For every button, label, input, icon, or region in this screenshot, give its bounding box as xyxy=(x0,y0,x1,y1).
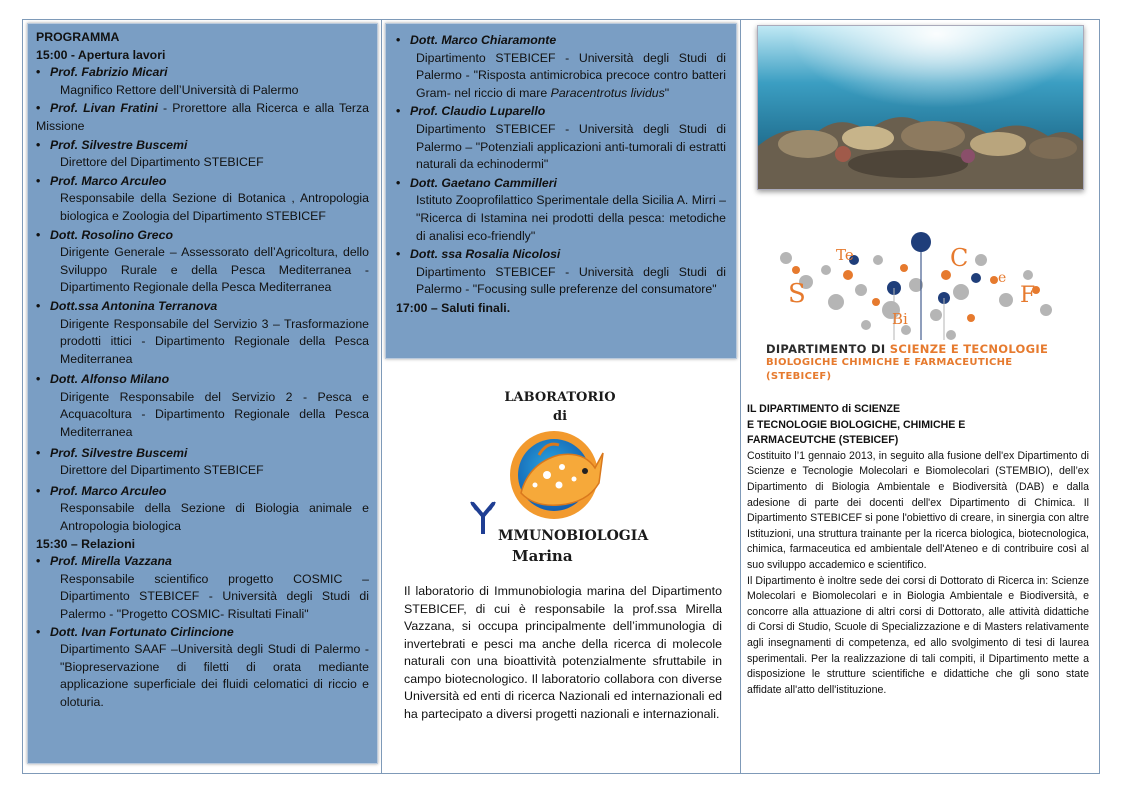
species-name: Paracentrotus lividus xyxy=(550,85,665,100)
department-para-1: Costituito l’1 gennaio 2013, in seguito alla fusione dell'ex Dipartimento di Scienze e Tecnologie Molecolari e Biomolecolari (STEMBIO), dell’ex Dipartimento di Biologia Ambientale e Biodiversità (DAB) e dalla adesione di parte dei docenti dell'ex Dipartimento di Chimica. Il Dipartimento STEBICEF si pone l'obiettivo di creare, in sinergia con altre Istituzioni, una struttura trainante per la ricerca biologica, biotecnologica, chimica, farmaceutica ed ambientale dell'Ateneo e di contribuire così al suo sviluppo accademico e scientifico. xyxy=(747,449,1089,571)
logo-letter-c: C xyxy=(950,244,969,272)
department-description xyxy=(747,402,1089,698)
speaker-name: Prof. Silvestre Buscemi xyxy=(50,445,188,460)
speaker-item: • Dott.ssa Antonina Terranova Dirigente Responsabile del Servizio 3 – Trasformazione prodotti ittici - Dipartimento Regionale della Pesca Mediterranea xyxy=(36,298,369,368)
speaker-item: • Prof. Claudio Luparello Dipartimento STEBICEF - Università degli Studi di Palermo – "Potenziali applicazioni anti-tumorali di estratti naturali da echinodermi" xyxy=(396,103,726,173)
speaker-item: • Prof. Fabrizio Micari Magnifico Rettore dell’Università di Palermo xyxy=(36,64,369,99)
dept-logo-name: DIPARTIMENTO DI SCIENZE E TECNOLOGIE BIOLOGICHE CHIMICHE E FARMACEUTICHE (STEBICEF) xyxy=(766,342,1049,382)
speaker-item: • Dott. Marco Chiaramonte Dipartimento STEBICEF - Università degli Studi di Palermo - "Risposta antimicrobica precoce contro batteri Gram- nel riccio di mare Paracentrotus lividus" xyxy=(396,32,726,102)
column-divider-2 xyxy=(740,19,741,774)
session-opening: 15:00 - Apertura lavori xyxy=(36,47,166,62)
speaker-role: Responsabile della Sezione di Biologia animale e Antropologia biologica xyxy=(60,501,369,534)
speaker-item: • Dott. Ivan Fortunato Cirlincione Dipartimento SAAF –Università degli Studi di Palermo - "Biopreservazione di filetti di orata mediante applicazione superficiale dei fluidi celomatici di riccio e oloturia. xyxy=(36,624,369,712)
speaker-talk: Dipartimento STEBICEF - Università degli Studi di Palermo - "Risposta antimicrobica precoce contro batteri Gram- nel riccio di mare Paracentrotus lividus" xyxy=(416,50,726,100)
speaker-name: Dott. Alfonso Milano xyxy=(50,372,170,387)
speaker-role: - Prorettore alla Ricerca e alla Terza Missione xyxy=(36,101,370,133)
closing-remarks: 17:00 – Saluti finali. xyxy=(396,300,511,315)
speaker-name: Dott.ssa Antonina Terranova xyxy=(50,298,218,313)
speaker-item: • Dott. Rosolino Greco Dirigente Generale – Assessorato dell’Agricoltura, dello Sviluppo Rurale e della Pesca Mediterranea - Dipartimento Regionale della Pesca Mediterranea xyxy=(36,227,369,297)
speaker-name: Dott. Gaetano Cammilleri xyxy=(410,175,557,190)
speaker-name: Prof. Marco Arculeo xyxy=(50,483,167,498)
lab-name-marina: Marina xyxy=(512,547,573,565)
speaker-talk: Dipartimento STEBICEF - Università degli Studi di Palermo – "Potenziali applicazioni anti-tumorali di estratti naturali da echinodermi" xyxy=(416,121,726,172)
program-panel-continued xyxy=(385,23,737,359)
session-talks: 15:30 – Relazioni xyxy=(36,536,136,551)
speaker-name: Dott. Ivan Fortunato Cirlincione xyxy=(50,624,234,639)
lab-fish-logo-icon xyxy=(499,423,609,523)
speaker-talk: Responsabile scientifico progetto COSMIC – Dipartimento STEBICEF - Università degli Studi di Palermo - "Progetto COSMIC- Risultati Finali" xyxy=(60,571,369,621)
speaker-name: Prof. Marco Arculeo xyxy=(50,173,167,188)
speaker-item: • Dott. Gaetano Cammilleri Istituto Zooprofilattico Sperimentale della Sicilia A. Mirri – "Ricerca di Istamina nei prodotti della pesca: metodiche di analisi eco-friendly" xyxy=(396,175,726,245)
logo-letter-bi: Bi xyxy=(892,310,908,328)
speaker-item: • Dott. ssa Rosalia Nicolosi Dipartimento STEBICEF - Università degli Studi di Palermo - "Focusing sulle preferenze del consumatore" xyxy=(396,246,726,299)
program-panel xyxy=(27,23,378,764)
speaker-role: Magnifico Rettore dell’Università di Palermo xyxy=(60,82,299,97)
speaker-name: Dott. Rosolino Greco xyxy=(50,227,173,242)
lab-title-line1: LABORATORIO xyxy=(504,390,616,405)
speaker-item: • Prof. Silvestre Buscemi Direttore del Dipartimento STEBICEF xyxy=(36,137,369,172)
speaker-role: Dirigente Responsabile del Servizio 2 - Pesca e Acquacoltura - Dipartimento Regionale della Pesca Mediterranea xyxy=(60,389,369,440)
speaker-role: Dirigente Generale – Assessorato dell’Agricoltura, dello Sviluppo Rurale e della Pesca Mediterranea - Dipartimento Regionale della Pesca Mediterranea xyxy=(60,245,369,295)
antibody-icon xyxy=(470,500,496,534)
lab-name-rest: MMUNOBIOLOGIA xyxy=(498,528,649,544)
speaker-name: Prof. Claudio Luparello xyxy=(410,104,546,119)
speaker-talk: Dipartimento STEBICEF - Università degli Studi di Palermo - "Focusing sulle preferenze del consumatore" xyxy=(416,264,726,297)
speaker-role: Direttore del Dipartimento STEBICEF xyxy=(60,155,264,170)
coral-reef-photo xyxy=(757,25,1084,190)
speaker-name: Prof. Fabrizio Micari xyxy=(50,65,168,80)
logo-letter-te: Te xyxy=(836,246,854,264)
speaker-name: Prof. Livan Fratini xyxy=(50,101,158,116)
speaker-role: Direttore del Dipartimento STEBICEF xyxy=(60,463,264,478)
speaker-talk: Istituto Zooprofilattico Sperimentale della Sicilia A. Mirri – "Ricerca di Istamina nei prodotti della pesca: metodiche di analisi eco-friendly" xyxy=(416,193,726,243)
speaker-item: • Prof. Marco Arculeo Responsabile della Sezione di Botanica , Antropologia biologica e Zoologia del Dipartimento STEBICEF xyxy=(36,173,369,226)
department-para-2: Il Dipartimento è inoltre sede dei corsi di Dottorato di Ricerca in: Scienze Molecolari e Biomolecolari e in Biologia Ambientale e Biodiversità, e concorre alla attuazione di altri corsi di Dottorato, alle attività didattiche di Corsi di Studio, Scuole di Specializzazione e di Masters relativamente agli insegnamenti di competenza, ed allo svolgimento di tesi di laurea sperimentali. Per la realizzazione di tali compiti, il Dipartimento mette a disposizione le strutture scientifiche e didattiche che gli sono state affidate all'atto dell'istituzione. xyxy=(747,574,1089,696)
logo-letter-f: F xyxy=(1020,283,1036,308)
lab-description: Il laboratorio di Immunobiologia marina del Dipartimento STEBICEF, di cui è responsabile la prof.ssa Mirella Vazzana, si occupa principalmente dell’immunologia di invertebrati e pesci ma anche della ricerca di molecole naturali con una bioattività potenzialmente sfruttabile in campo biotecnologico. Il laboratorio collabora con diverse Università ed enti di ricerca Nazionali ed internazionali ed ha partecipato a diversi progetti nazionali e internazionali. xyxy=(404,584,722,721)
logo-letter-s: S xyxy=(788,279,806,309)
speaker-name: Prof. Silvestre Buscemi xyxy=(50,137,188,152)
speaker-role: Responsabile della Sezione di Botanica , Antropologia biologica e Zoologia del Dipartimento STEBICEF xyxy=(60,191,369,223)
lab-title xyxy=(480,388,640,426)
speaker-item: • Prof. Silvestre Buscemi Direttore del Dipartimento STEBICEF xyxy=(36,445,369,480)
column-divider-1 xyxy=(381,19,382,774)
speaker-item: • Dott. Alfonso Milano Dirigente Responsabile del Servizio 2 - Pesca e Acquacoltura - Dipartimento Regionale della Pesca Mediterranea xyxy=(36,371,369,441)
speaker-name: Prof. Mirella Vazzana xyxy=(50,554,172,569)
speaker-role: Dirigente Responsabile del Servizio 3 – Trasformazione prodotti ittici - Dipartimento Regionale della Pesca Mediterranea xyxy=(60,316,369,366)
speaker-item: • Prof. Mirella Vazzana Responsabile scientifico progetto COSMIC – Dipartimento STEBICEF - Università degli Studi di Palermo - "Progetto COSMIC- Risultati Finali" xyxy=(36,553,369,623)
logo-letter-e: e xyxy=(998,270,1007,286)
speaker-item: • Prof. Livan Fratini - Prorettore alla Ricerca e alla Terza Missione xyxy=(36,101,370,133)
speaker-name: Dott. Marco Chiaramonte xyxy=(410,33,557,47)
lab-title-line2: di xyxy=(552,409,568,424)
speaker-item: • Prof. Marco Arculeo Responsabile della Sezione di Biologia animale e Antropologia biologica xyxy=(36,483,369,536)
program-title: PROGRAMMA xyxy=(36,30,120,44)
department-heading: IL DIPARTIMENTO di SCIENZE E TECNOLOGIE BIOLOGICHE, CHIMICHE E FARMACEUTCHE (STEBICEF) xyxy=(747,403,966,447)
speaker-name: Dott. ssa Rosalia Nicolosi xyxy=(410,247,561,262)
speaker-talk: Dipartimento SAAF –Università degli Studi di Palermo - "Biopreservazione di filetti di orata mediante applicazione superficiale dei fluidi celomatici di riccio e oloturia. xyxy=(60,642,369,709)
